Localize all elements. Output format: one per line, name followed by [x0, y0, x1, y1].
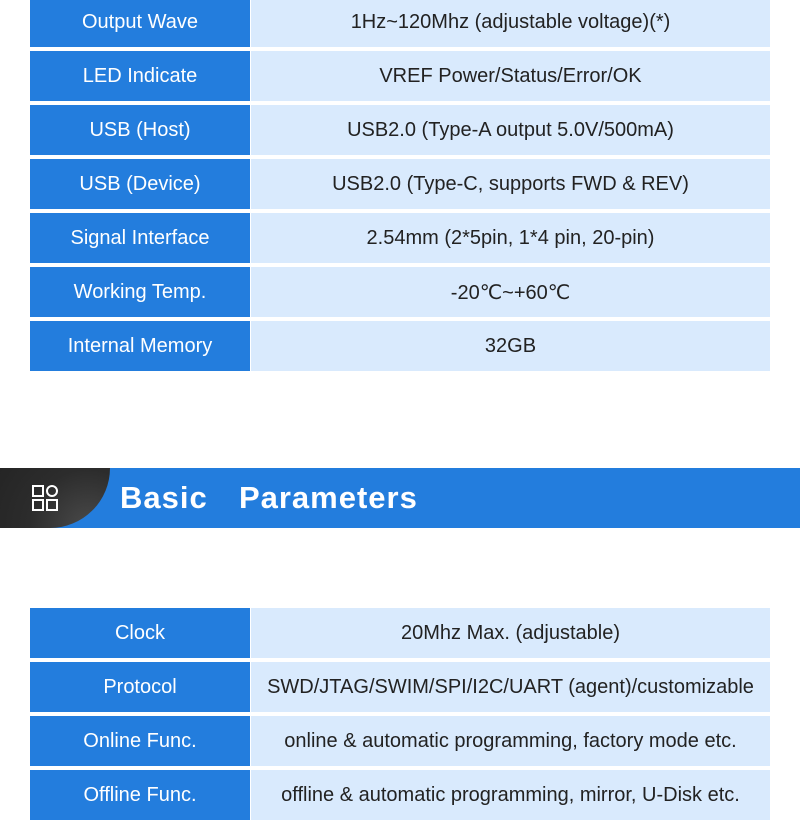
table-row — [30, 0, 770, 47]
row-label: Offline Func. — [30, 770, 250, 820]
spec-table-top — [30, 0, 770, 375]
table-row — [30, 213, 770, 263]
table-row — [30, 716, 770, 766]
row-value: -20℃~+60℃ — [251, 267, 770, 317]
row-label: Output Wave — [30, 0, 250, 47]
row-label: Protocol — [30, 662, 250, 712]
table-row — [30, 51, 770, 101]
row-label: Working Temp. — [30, 267, 250, 317]
header-badge — [0, 468, 110, 528]
section-title: Basic Parameters — [120, 480, 418, 515]
row-value: 1Hz~120Mhz (adjustable voltage)(*) — [251, 0, 770, 47]
section-header-basic-parameters — [0, 468, 800, 528]
row-label: Online Func. — [30, 716, 250, 766]
row-label: LED Indicate — [30, 51, 250, 101]
row-label: Internal Memory — [30, 321, 250, 371]
spec-table-basic — [30, 608, 770, 824]
grid-apps-icon — [31, 484, 59, 512]
table-row — [30, 321, 770, 371]
table-row — [30, 662, 770, 712]
row-label: USB (Host) — [30, 105, 250, 155]
row-label: Clock — [30, 608, 250, 658]
table-row — [30, 159, 770, 209]
row-value: 2.54mm (2*5pin, 1*4 pin, 20-pin) — [251, 213, 770, 263]
row-value: USB2.0 (Type-C, supports FWD & REV) — [251, 159, 770, 209]
row-value: online & automatic programming, factory mode etc. — [251, 716, 770, 766]
table-row — [30, 105, 770, 155]
row-label: USB (Device) — [30, 159, 250, 209]
table-row — [30, 608, 770, 658]
row-label: Signal Interface — [30, 213, 250, 263]
row-value: VREF Power/Status/Error/OK — [251, 51, 770, 101]
row-value: offline & automatic programming, mirror, U-Disk etc. — [251, 770, 770, 820]
table-row — [30, 770, 770, 820]
row-value: 32GB — [251, 321, 770, 371]
table-row — [30, 267, 770, 317]
row-value: SWD/JTAG/SWIM/SPI/I2C/UART (agent)/customizable — [251, 662, 770, 712]
row-value: 20Mhz Max. (adjustable) — [251, 608, 770, 658]
row-value: USB2.0 (Type-A output 5.0V/500mA) — [251, 105, 770, 155]
